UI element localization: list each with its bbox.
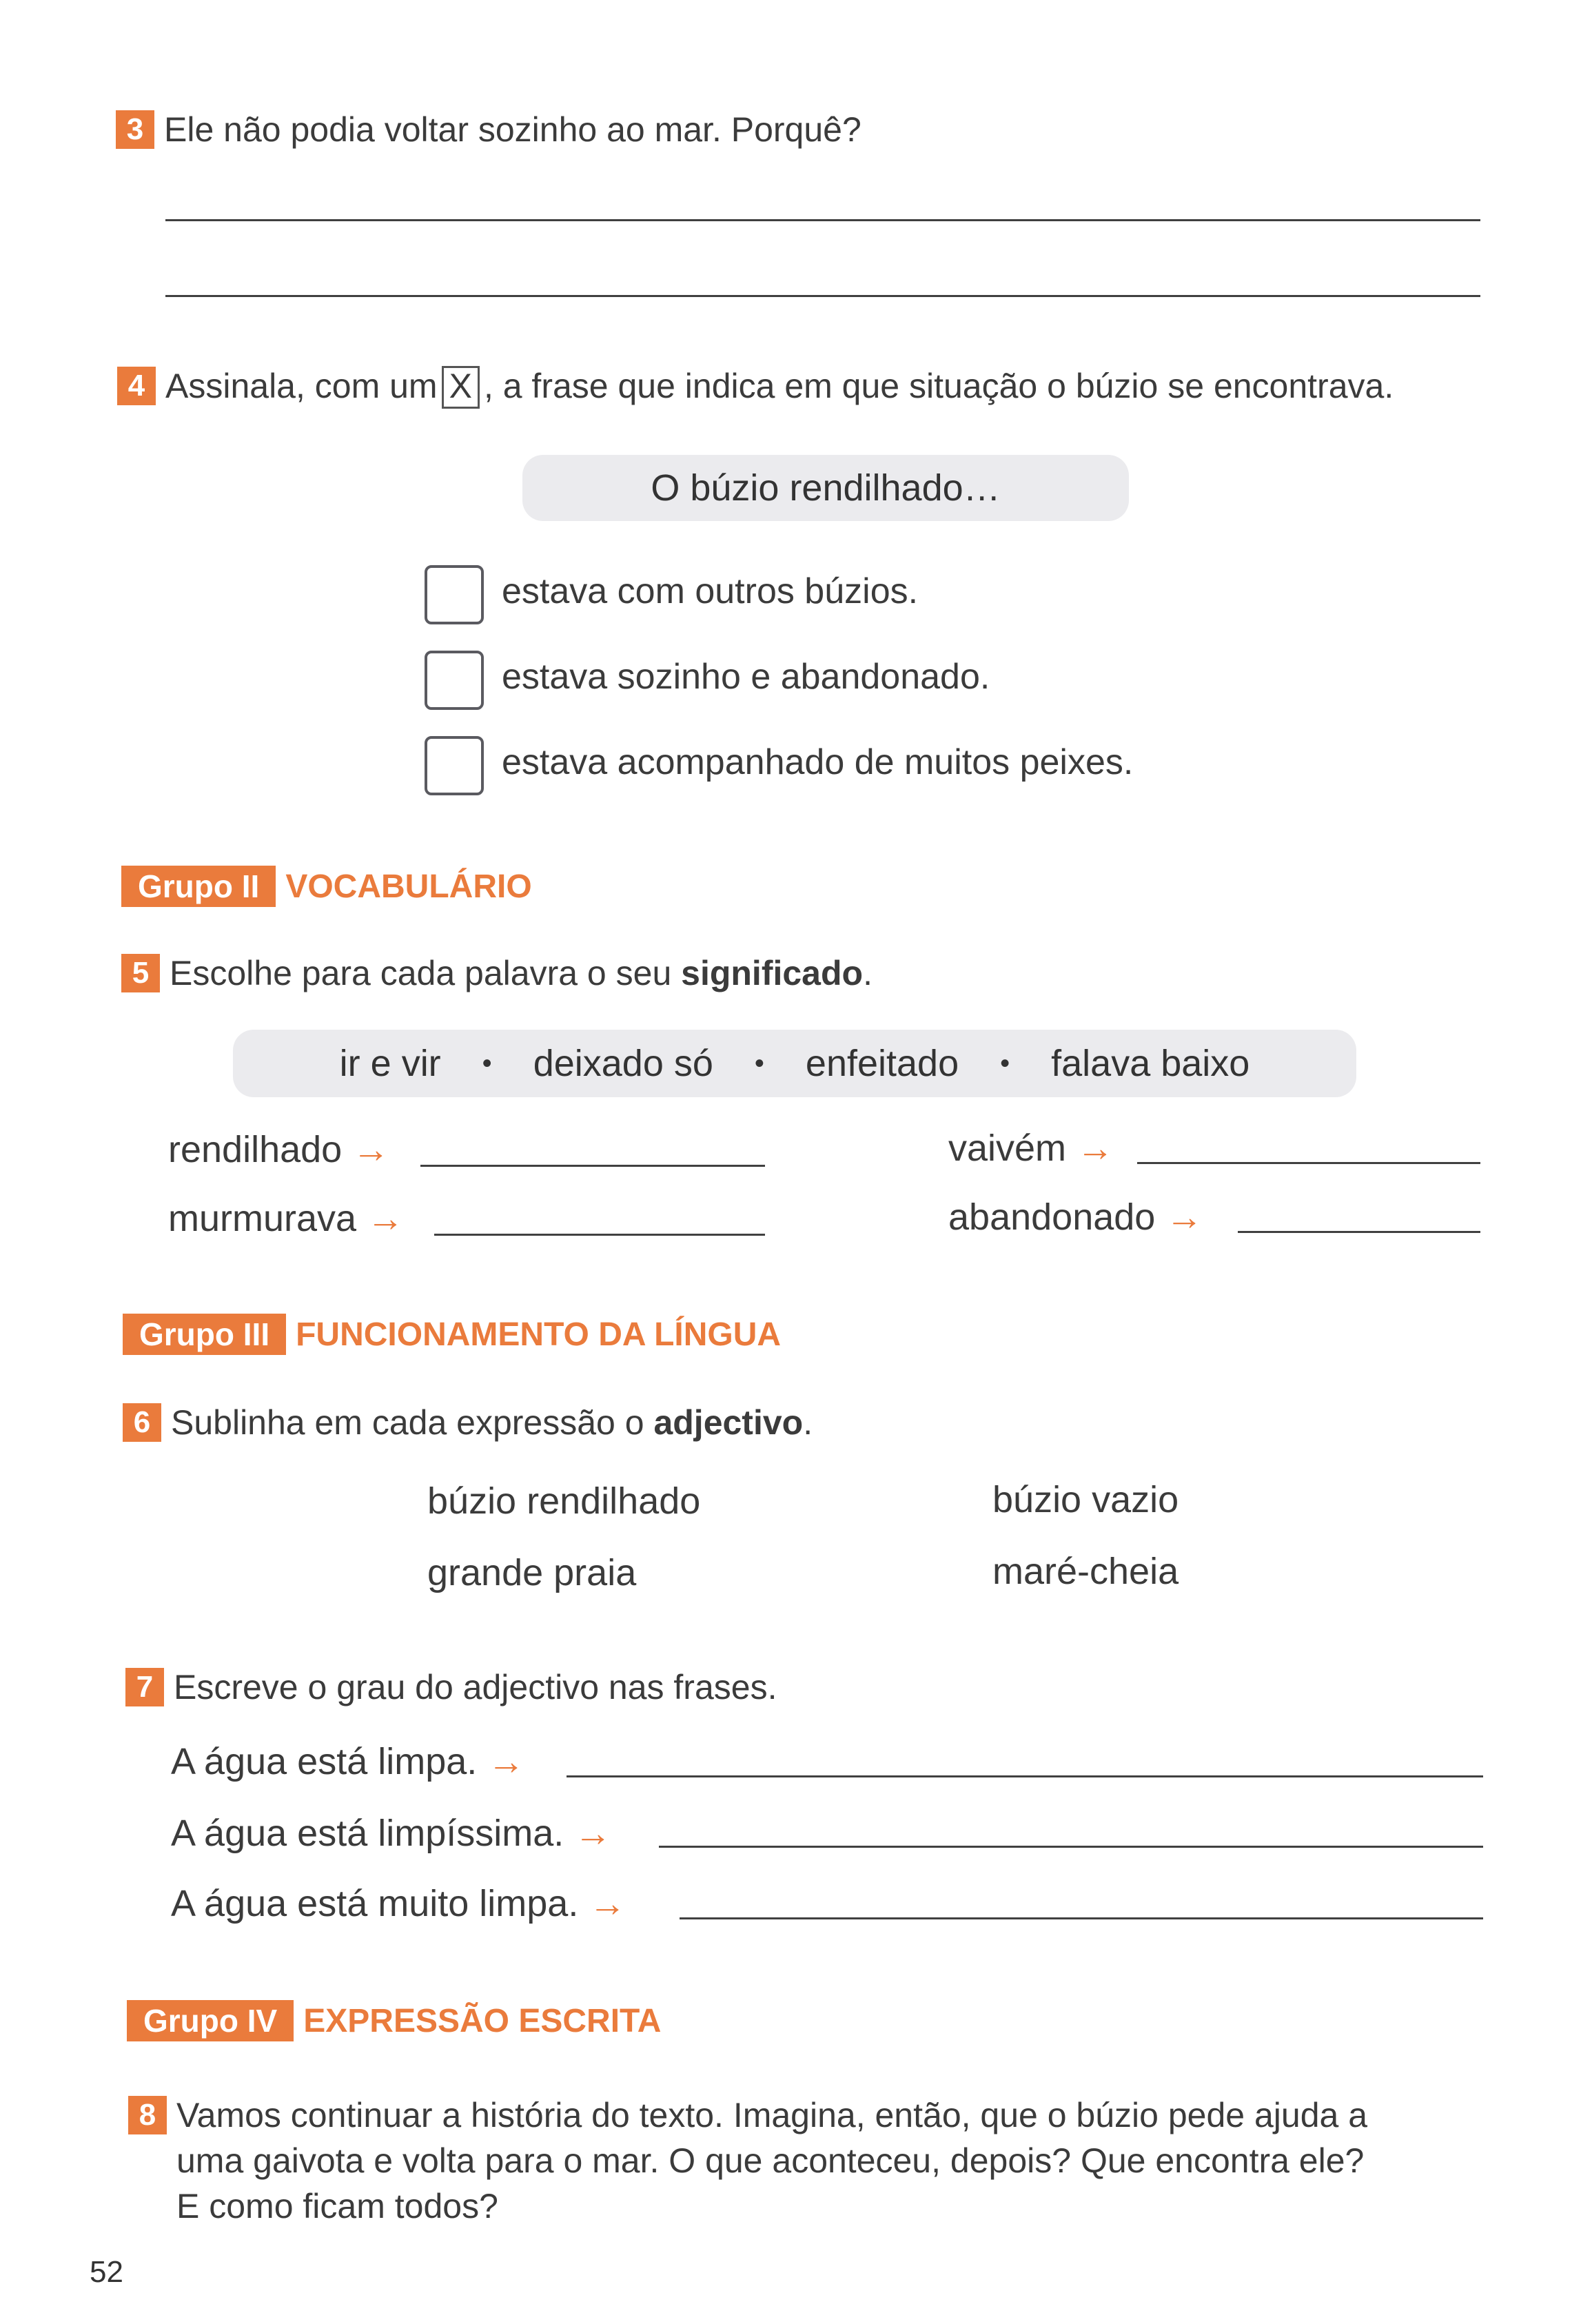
answer-line[interactable] [1238,1231,1480,1233]
question-6 [123,1402,813,1445]
section-header-grupo-4 [127,2000,661,2041]
word-option: ir e vir [339,1043,441,1084]
arrow-icon: → [1077,1128,1114,1169]
answer-line[interactable] [420,1165,765,1167]
question-text: Escolhe para cada palavra o seu [170,954,682,992]
question-line: E como ficam todos? [176,2187,498,2225]
answer-line[interactable] [434,1234,765,1236]
question-text: . [803,1403,813,1442]
option-checkbox[interactable] [425,651,484,710]
question-line [128,2092,1367,2138]
option-label: estava sozinho e abandonado. [502,657,990,697]
option-label: estava acompanhado de muitos peixes. [502,742,1134,782]
answer-line[interactable] [659,1846,1483,1848]
example-checkbox: X [442,366,480,409]
question-text: . [863,954,873,992]
expression[interactable]: búzio rendilhado [427,1480,701,1522]
question-7 [125,1666,777,1709]
question-number: 3 [116,110,154,149]
question-text: Ele não podia voltar sozinho ao mar. Porquê? [164,110,861,149]
arrow-icon: → [487,1741,525,1782]
sentence-text: A água está limpa. [171,1741,478,1782]
question-5 [121,952,873,995]
answer-line[interactable] [165,219,1480,221]
question-text: Vamos continuar a história do texto. Imagina, então, que o búzio pede ajuda a [176,2096,1368,2134]
section-title: FUNCIONAMENTO DA LÍNGUA [296,1316,782,1353]
question-number: 4 [117,367,156,405]
question-number: 7 [125,1668,164,1706]
vocab-item [168,1129,389,1170]
word-bank-pill [233,1030,1356,1097]
question-number: 6 [123,1403,161,1442]
prompt-pill [522,455,1129,521]
page-number: 52 [90,2255,123,2289]
section-tag: Grupo III [123,1314,286,1355]
vocab-item [948,1128,1114,1169]
section-title: VOCABULÁRIO [285,868,532,905]
answer-line[interactable] [1137,1162,1480,1164]
option-checkbox[interactable] [425,565,484,624]
word-option: deixado só [533,1043,713,1084]
question-text: Escreve o grau do adjectivo nas frases. [174,1668,777,1706]
question-line: uma gaivota e volta para o mar. O que aconteceu, depois? Que encontra ele? [176,2141,1365,2180]
question-text: Sublinha em cada expressão o [171,1403,654,1442]
question-3 [116,109,861,152]
word-option: enfeitado [805,1043,959,1084]
section-header-grupo-3 [123,1314,781,1355]
question-number: 5 [121,954,160,992]
expression[interactable]: grande praia [427,1552,637,1593]
vocab-word: abandonado [948,1196,1156,1238]
arrow-icon: → [367,1198,405,1239]
vocab-item [948,1196,1203,1238]
section-header-grupo-2 [121,866,532,907]
arrow-icon: → [574,1813,612,1854]
question-text: Assinala, com um [165,367,438,405]
question-8 [128,2092,1367,2229]
expression[interactable]: búzio vazio [992,1479,1179,1520]
sentence-item [171,1813,611,1854]
separator-dot: • [1000,1048,1010,1079]
section-title: EXPRESSÃO ESCRITA [303,2002,662,2039]
separator-dot: • [754,1048,764,1079]
sentence-item [171,1741,524,1782]
word-option: falava baixo [1051,1043,1250,1084]
arrow-icon: → [1165,1196,1203,1238]
prompt-text: O búzio rendilhado… [651,467,1001,509]
arrow-icon: → [589,1883,626,1924]
vocab-item [168,1198,404,1239]
question-text-bold: adjectivo [653,1403,804,1442]
section-tag: Grupo IV [127,2000,294,2041]
sentence-item [171,1883,626,1924]
expression[interactable]: maré-cheia [992,1551,1179,1592]
question-number: 8 [128,2096,167,2134]
vocab-word: rendilhado [168,1129,343,1170]
option-checkbox[interactable] [425,736,484,795]
question-text: , a frase que indica em que situação o búzio se encontrava. [483,367,1394,405]
question-4 [117,365,1394,409]
answer-line[interactable] [680,1917,1483,1919]
vocab-word: murmurava [168,1198,357,1239]
vocab-word: vaivém [948,1128,1067,1169]
section-tag: Grupo II [121,866,276,907]
sentence-text: A água está limpíssima. [171,1813,564,1854]
sentence-text: A água está muito limpa. [171,1883,579,1924]
answer-line[interactable] [165,295,1480,297]
question-text-bold: significado [681,954,864,992]
answer-line[interactable] [567,1775,1483,1777]
separator-dot: • [482,1048,492,1079]
arrow-icon: → [352,1129,390,1170]
option-label: estava com outros búzios. [502,571,919,611]
